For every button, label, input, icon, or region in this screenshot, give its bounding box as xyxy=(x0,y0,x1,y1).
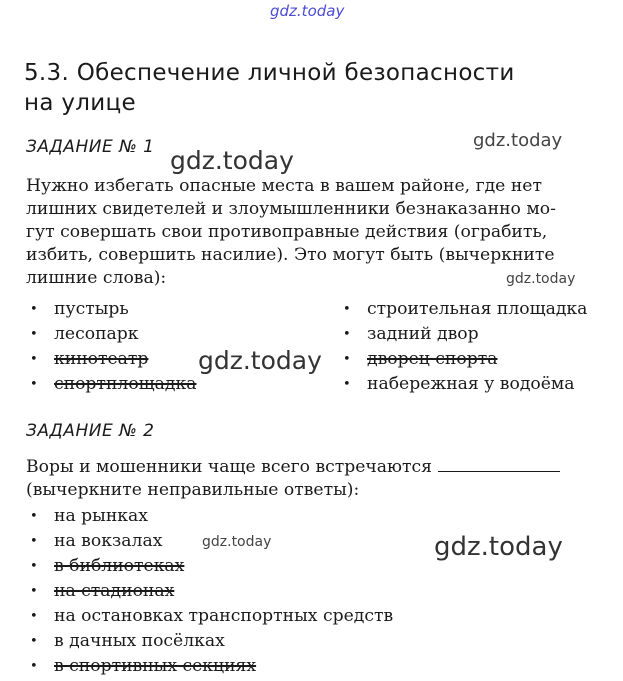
task-2-text-line-1 xyxy=(26,456,618,479)
list-item: • набережная у водоёма xyxy=(343,372,587,397)
list-item: • лесопарк xyxy=(30,322,196,347)
list-item: • на вокзалах xyxy=(30,529,393,554)
task-2-list xyxy=(30,504,393,679)
list-item: • в дачных посёлках xyxy=(30,629,393,654)
task-2-text xyxy=(26,456,618,502)
watermark-mid-1: gdz.today xyxy=(198,346,322,375)
watermark-top: gdz.today xyxy=(270,2,345,20)
list-item: • задний двор xyxy=(343,322,587,347)
list-item-struck: • дворец спорта xyxy=(343,347,587,372)
watermark-small-1: gdz.today xyxy=(202,534,272,550)
watermark-right-2: gdz.today xyxy=(506,271,576,287)
list-item: • пустырь xyxy=(30,297,196,322)
list-item-struck: • в библиотеках xyxy=(30,554,393,579)
list-item-struck: • в спортивных секциях xyxy=(30,654,393,679)
section-title xyxy=(24,58,515,118)
list-item-struck: • спортплощадка xyxy=(30,372,196,397)
task-1-text-line: лишние слова): xyxy=(26,268,167,288)
task-1-text-line: гут совершать свои противоправные действия (ограбить, xyxy=(26,222,548,242)
list-item: • строительная площадка xyxy=(343,297,587,322)
task-1-text-line: лишних свидетелей и злоумышленники безнаказанно мо- xyxy=(26,199,556,219)
task-1-right-list xyxy=(343,297,587,397)
task-1-title: ЗАДАНИЕ № 1 xyxy=(26,137,155,157)
task-2-question: Воры и мошенники чаще всего встречаются xyxy=(26,457,432,477)
list-item-struck: • кинотеатр xyxy=(30,347,196,372)
task-2-title: ЗАДАНИЕ № 2 xyxy=(26,421,155,441)
task-1-text-line: Нужно избегать опасные места в вашем районе, где нет xyxy=(26,176,542,196)
list-item: • на остановках транспортных средств xyxy=(30,604,393,629)
list-item-struck: • на стадионах xyxy=(30,579,393,604)
section-title-line-1: 5.3. Обеспечение личной безопасности xyxy=(24,60,515,86)
task-2-text-line-2: (вычеркните неправильные ответы): xyxy=(26,480,360,500)
task-1-text-line: избить, совершить насилие). Это могут быть (вычеркните xyxy=(26,245,555,265)
watermark-right-1: gdz.today xyxy=(473,130,563,151)
section-title-line-2: на улице xyxy=(24,90,136,116)
task-1-left-list xyxy=(30,297,196,397)
watermark-big-1: gdz.today xyxy=(434,532,563,562)
answer-blank-line xyxy=(438,470,560,472)
watermark-left-1: gdz.today xyxy=(170,146,294,175)
list-item: • на рынках xyxy=(30,504,393,529)
